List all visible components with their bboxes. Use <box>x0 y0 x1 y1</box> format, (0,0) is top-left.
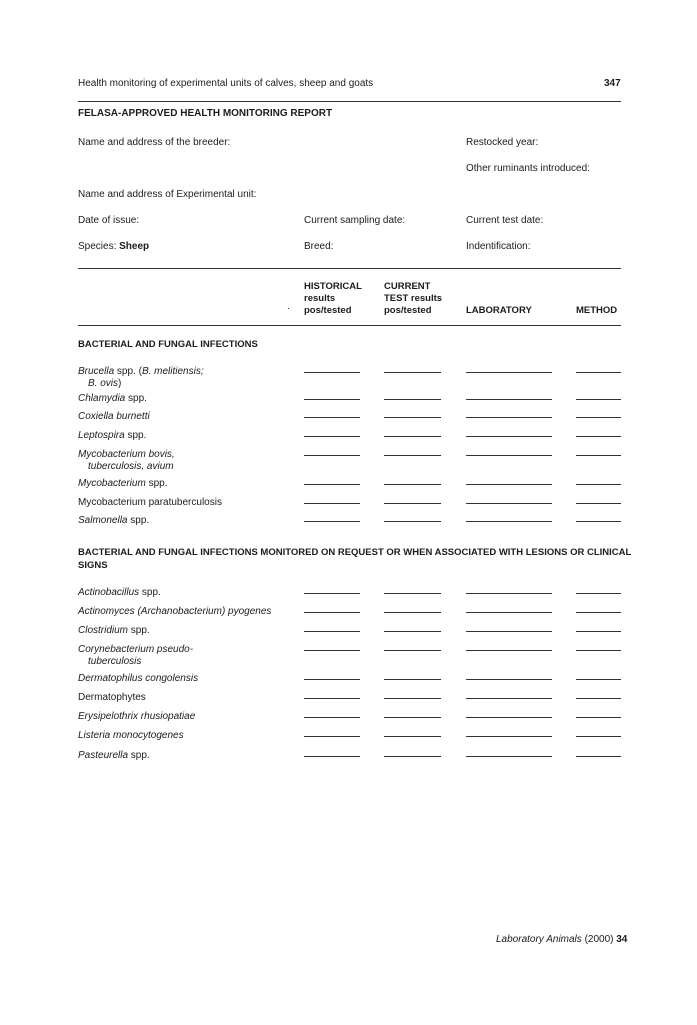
current-header-line: TEST results <box>384 293 443 304</box>
method-entry-line[interactable] <box>576 593 621 594</box>
section2-title-line: BACTERIAL AND FUNGAL INFECTIONS MONITORED ON REQUEST OR WHEN ASSOCIATED WITH LESIONS OR CLINICAL <box>78 547 632 558</box>
current-sampling-date-label: Current sampling date: <box>304 215 406 226</box>
current-result-line[interactable] <box>384 521 441 522</box>
organism-name: Coxiella burnetti <box>78 411 150 422</box>
historical-result-line[interactable] <box>304 417 360 418</box>
organism-name: Mycobacterium paratuberculosis <box>78 497 222 508</box>
current-result-line[interactable] <box>384 372 441 373</box>
current-result-line[interactable] <box>384 612 441 613</box>
laboratory-entry-line[interactable] <box>466 399 552 400</box>
historical-header-line: results <box>304 293 336 304</box>
current-result-line[interactable] <box>384 503 441 504</box>
method-column-header: METHOD <box>576 305 618 316</box>
current-header-line: CURRENT <box>384 281 431 292</box>
section2-title-line: SIGNS <box>78 560 108 571</box>
species-field <box>78 241 149 252</box>
current-header-line: pos/tested <box>384 305 432 316</box>
current-result-line[interactable] <box>384 631 441 632</box>
historical-result-line[interactable] <box>304 503 360 504</box>
historical-header-line: pos/tested <box>304 305 352 316</box>
organism-name: Corynebacterium pseudo- tuberculosis <box>78 644 194 667</box>
historical-result-line[interactable] <box>304 612 360 613</box>
laboratory-entry-line[interactable] <box>466 521 552 522</box>
current-result-line[interactable] <box>384 455 441 456</box>
method-entry-line[interactable] <box>576 698 621 699</box>
historical-result-line[interactable] <box>304 631 360 632</box>
current-result-line[interactable] <box>384 756 441 757</box>
method-entry-line[interactable] <box>576 736 621 737</box>
current-result-line[interactable] <box>384 679 441 680</box>
historical-result-line[interactable] <box>304 484 360 485</box>
organism-name: Chlamydia spp. <box>78 393 147 404</box>
organism-name: Listeria monocytogenes <box>78 730 184 741</box>
method-entry-line[interactable] <box>576 417 621 418</box>
footer-citation <box>496 934 627 945</box>
historical-result-line[interactable] <box>304 372 360 373</box>
section1-title: BACTERIAL AND FUNGAL INFECTIONS <box>78 339 258 350</box>
species-value: Sheep <box>119 241 150 252</box>
laboratory-entry-line[interactable] <box>466 417 552 418</box>
running-header-title: Health monitoring of experimental units of calves, sheep and goats <box>78 78 374 89</box>
laboratory-entry-line[interactable] <box>466 593 552 594</box>
organism-name: Mycobacterium bovis, tuberculosis, avium <box>78 449 175 472</box>
method-entry-line[interactable] <box>576 631 621 632</box>
method-entry-line[interactable] <box>576 372 621 373</box>
breeder-field-label: Name and address of the breeder: <box>78 137 231 148</box>
current-result-line[interactable] <box>384 593 441 594</box>
species-label: Species: <box>78 241 117 252</box>
method-entry-line[interactable] <box>576 650 621 651</box>
historical-header-line: HISTORICAL <box>304 281 362 292</box>
organism-name: Dermatophytes <box>78 692 146 703</box>
laboratory-entry-line[interactable] <box>466 650 552 651</box>
historical-result-line[interactable] <box>304 650 360 651</box>
footer-volume: 34 <box>616 934 628 945</box>
page-number: 347 <box>604 78 621 89</box>
organism-name: Brucella spp. (B. melitiensis; B. ovis) <box>78 366 204 389</box>
laboratory-entry-line[interactable] <box>466 372 552 373</box>
method-entry-line[interactable] <box>576 756 621 757</box>
laboratory-entry-line[interactable] <box>466 756 552 757</box>
historical-result-line[interactable] <box>304 717 360 718</box>
method-entry-line[interactable] <box>576 455 621 456</box>
date-of-issue-label: Date of issue: <box>78 215 140 226</box>
historical-result-line[interactable] <box>304 521 360 522</box>
laboratory-column-header: LABORATORY <box>466 305 532 316</box>
header-rule <box>78 101 621 102</box>
method-entry-line[interactable] <box>576 521 621 522</box>
organism-name: Actinobacillus spp. <box>78 587 161 598</box>
current-result-line[interactable] <box>384 417 441 418</box>
identification-label: Indentification: <box>466 241 531 252</box>
historical-result-line[interactable] <box>304 736 360 737</box>
method-entry-line[interactable] <box>576 484 621 485</box>
historical-result-line[interactable] <box>304 593 360 594</box>
current-result-line[interactable] <box>384 399 441 400</box>
method-entry-line[interactable] <box>576 436 621 437</box>
current-result-line[interactable] <box>384 436 441 437</box>
breed-label: Breed: <box>304 241 334 252</box>
organism-name: Mycobacterium spp. <box>78 478 168 489</box>
footer-year: (2000) <box>584 934 614 945</box>
laboratory-entry-line[interactable] <box>466 503 552 504</box>
experimental-unit-label: Name and address of Experimental unit: <box>78 189 257 200</box>
historical-result-line[interactable] <box>304 455 360 456</box>
organism-name: Erysipelothrix rhusiopatiae <box>78 711 196 722</box>
method-entry-line[interactable] <box>576 612 621 613</box>
table-header-rule <box>78 325 621 326</box>
laboratory-entry-line[interactable] <box>466 631 552 632</box>
restocked-year-label: Restocked year: <box>466 137 539 148</box>
organism-name: Pasteurella spp. <box>78 750 150 761</box>
historical-result-line[interactable] <box>304 399 360 400</box>
laboratory-entry-line[interactable] <box>466 717 552 718</box>
method-entry-line[interactable] <box>576 399 621 400</box>
laboratory-entry-line[interactable] <box>466 484 552 485</box>
organism-name: Leptospira spp. <box>78 430 147 441</box>
laboratory-entry-line[interactable] <box>466 612 552 613</box>
method-entry-line[interactable] <box>576 717 621 718</box>
section2-title <box>78 546 631 572</box>
current-result-line[interactable] <box>384 736 441 737</box>
historical-column-header <box>304 281 362 317</box>
historical-result-line[interactable] <box>304 698 360 699</box>
organism-name: Clostridium spp. <box>78 625 150 636</box>
laboratory-entry-line[interactable] <box>466 698 552 699</box>
report-title: FELASA-APPROVED HEALTH MONITORING REPORT <box>78 108 333 119</box>
historical-result-line[interactable] <box>304 679 360 680</box>
footer-journal: Laboratory Animals <box>496 934 582 945</box>
current-result-line[interactable] <box>384 650 441 651</box>
header-dot-mark: · <box>287 303 290 313</box>
organism-name: Salmonella spp. <box>78 515 150 526</box>
method-entry-line[interactable] <box>576 503 621 504</box>
method-entry-line[interactable] <box>576 679 621 680</box>
current-column-header <box>384 281 442 317</box>
historical-result-line[interactable] <box>304 756 360 757</box>
current-result-line[interactable] <box>384 717 441 718</box>
historical-result-line[interactable] <box>304 436 360 437</box>
laboratory-entry-line[interactable] <box>466 455 552 456</box>
laboratory-entry-line[interactable] <box>466 679 552 680</box>
organism-name: Dermatophilus congolensis <box>78 673 199 684</box>
current-result-line[interactable] <box>384 698 441 699</box>
current-result-line[interactable] <box>384 484 441 485</box>
table-top-rule <box>78 268 621 269</box>
other-ruminants-label: Other ruminants introduced: <box>466 163 590 174</box>
organism-name: Actinomyces (Archanobacterium) pyogenes <box>78 606 272 617</box>
laboratory-entry-line[interactable] <box>466 736 552 737</box>
current-test-date-label: Current test date: <box>466 215 544 226</box>
laboratory-entry-line[interactable] <box>466 436 552 437</box>
